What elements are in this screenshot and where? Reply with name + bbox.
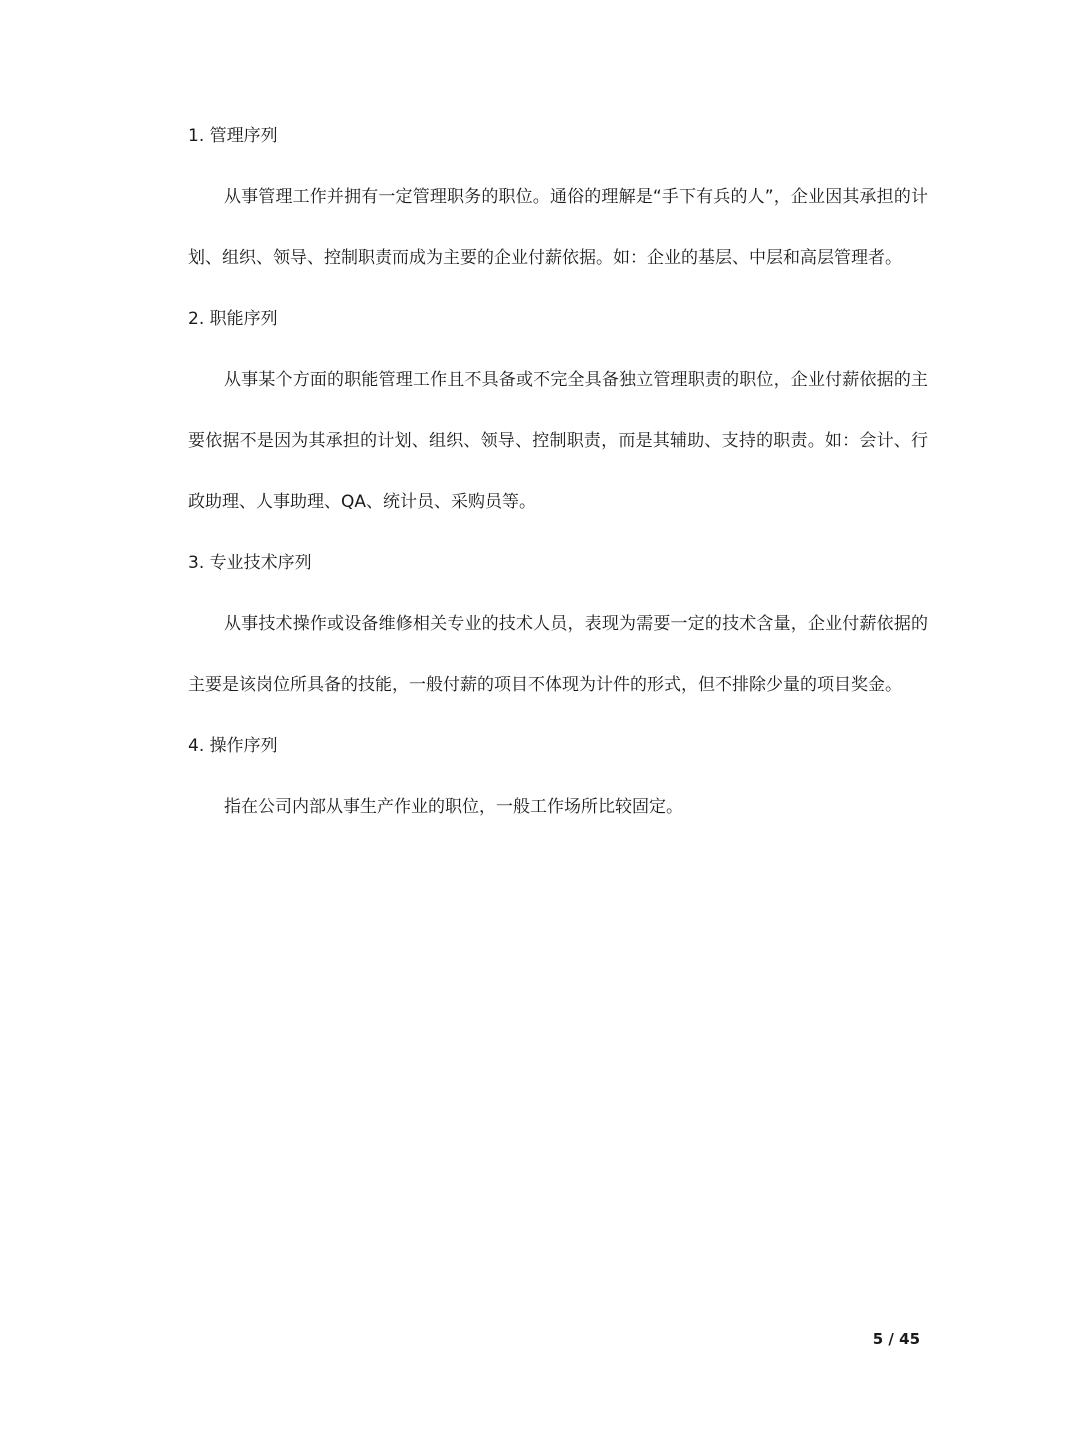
paragraph-line: 从事技术操作或设备维修相关专业的技术人员，表现为需要一定的技术含量，企业付薪依据的 bbox=[224, 614, 928, 634]
paragraph-line: 政助理、人事助理、QA、统计员、采购员等。 bbox=[188, 492, 537, 512]
section-paragraph-2 bbox=[152, 356, 928, 539]
paragraph-line: 从事某个方面的职能管理工作且不具备或不完全具备独立管理职责的职位，企业付薪依据的主 bbox=[224, 370, 928, 390]
paragraph-line: 指在公司内部从事生产作业的职位，一般工作场所比较固定。 bbox=[224, 797, 683, 817]
section-heading-4: 4. 操作序列 bbox=[188, 736, 278, 756]
section-heading-3: 3. 专业技术序列 bbox=[188, 553, 312, 573]
paragraph-line: 划、组织、领导、控制职责而成为主要的企业付薪依据。如：企业的基层、中层和高层管理者。 bbox=[188, 248, 902, 268]
section-paragraph-1 bbox=[152, 173, 928, 295]
section-paragraph-4 bbox=[152, 783, 928, 844]
page-number: 5 / 45 bbox=[872, 1330, 920, 1348]
section-heading-2: 2. 职能序列 bbox=[188, 309, 278, 329]
section-paragraph-3 bbox=[152, 600, 928, 722]
paragraph-line: 从事管理工作并拥有一定管理职务的职位。通俗的理解是“手下有兵的人”，企业因其承担的计 bbox=[224, 187, 928, 207]
document-body bbox=[152, 112, 928, 844]
paragraph-line: 主要是该岗位所具备的技能，一般付薪的项目不体现为计件的形式，但不排除少量的项目奖金。 bbox=[188, 675, 902, 695]
section-heading-1: 1. 管理序列 bbox=[188, 126, 278, 146]
paragraph-line: 要依据不是因为其承担的计划、组织、领导、控制职责，而是其辅助、支持的职责。如：会计、行 bbox=[188, 431, 928, 451]
